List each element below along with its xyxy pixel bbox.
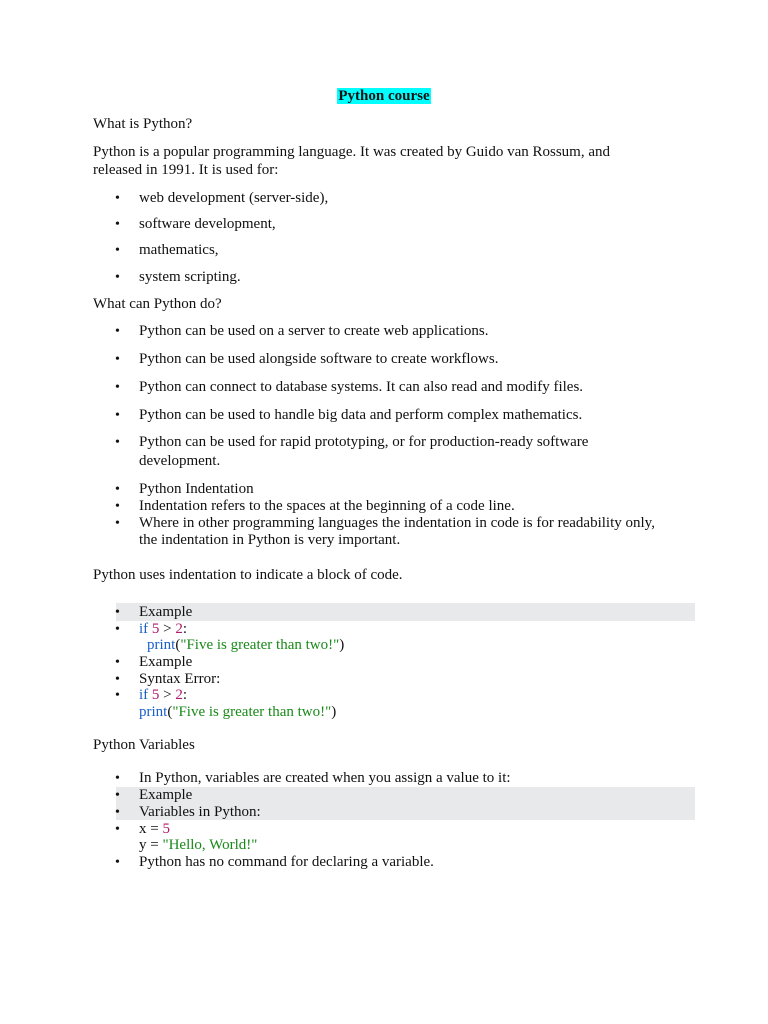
code-line-if [139, 687, 699, 704]
intro-line-1: Python is a popular programming language. It was created by Guido van Rossum, and [93, 144, 610, 160]
code-paren: ) [339, 637, 345, 653]
list-item: • Python can be used to handle big data and perform complex mathematics. [139, 407, 699, 424]
list-item: • Syntax Error: [139, 671, 699, 688]
code-line-if [139, 621, 699, 638]
code-number: 5 [151, 621, 160, 637]
code-colon: : [182, 621, 188, 637]
code-string: "Five is greater than two!" [172, 704, 332, 720]
indentation-note: Python uses indentation to indicate a block of code. [93, 567, 403, 583]
list-item: • system scripting. [139, 269, 699, 286]
code-operator: > [159, 687, 176, 703]
question-what-is-python: What is Python? [93, 116, 193, 132]
code-line-print-unindented [139, 704, 699, 721]
code-keyword: if [139, 621, 149, 637]
code-line-x [139, 821, 699, 838]
list-item: • Python has no command for declaring a variable. [139, 854, 699, 871]
list-item: • Python can be used alongside software to create workflows. [139, 351, 699, 368]
code-function: print [147, 637, 176, 653]
list-item: • Python can be used on a server to create web applications. [139, 323, 699, 340]
code-number: 5 [162, 821, 170, 837]
list-item: • In Python, variables are created when you assign a value to it: [139, 770, 699, 787]
code-paren: ( [167, 704, 173, 720]
code-number: 5 [151, 687, 160, 703]
intro-line-2: released in 1991. It is used for: [93, 162, 279, 178]
code-number: 2 [175, 687, 183, 703]
list-item: • Python can connect to database systems. It can also read and modify files. [139, 379, 699, 396]
list-item-continuation: development. [139, 453, 221, 469]
list-item: • Indentation refers to the spaces at the beginning of a code line. [139, 498, 699, 515]
code-string: "Hello, World!" [162, 837, 258, 853]
code-function: print [139, 704, 168, 720]
code-paren: ( [175, 637, 181, 653]
question-what-can-python-do: What can Python do? [93, 296, 222, 312]
list-item: • Python Indentation [139, 481, 699, 498]
code-assign: x = [139, 821, 163, 837]
code-line-print [147, 637, 707, 654]
list-item: • Where in other programming languages the indentation in code is for readability only, [139, 515, 699, 532]
code-colon: : [182, 687, 188, 703]
list-item: • Variables in Python: [139, 804, 699, 821]
list-item-continuation: the indentation in Python is very important. [139, 532, 401, 548]
list-item: • Example [139, 787, 699, 804]
list-item: • Example [139, 604, 699, 621]
list-item: • software development, [139, 216, 699, 233]
code-line-y [139, 837, 699, 854]
list-item: • web development (server-side), [139, 190, 699, 207]
code-keyword: if [139, 687, 149, 703]
code-string: "Five is greater than two!" [180, 637, 340, 653]
code-operator: > [159, 621, 176, 637]
code-assign: y = [139, 837, 163, 853]
list-item: • Example [139, 654, 699, 671]
list-item: • mathematics, [139, 242, 699, 259]
code-paren: ) [331, 704, 337, 720]
list-item: • Python can be used for rapid prototyping, or for production-ready software [139, 434, 699, 451]
page-title: Python course [338, 88, 430, 104]
title-line [0, 87, 768, 106]
variables-heading: Python Variables [93, 737, 195, 753]
code-number: 2 [175, 621, 183, 637]
